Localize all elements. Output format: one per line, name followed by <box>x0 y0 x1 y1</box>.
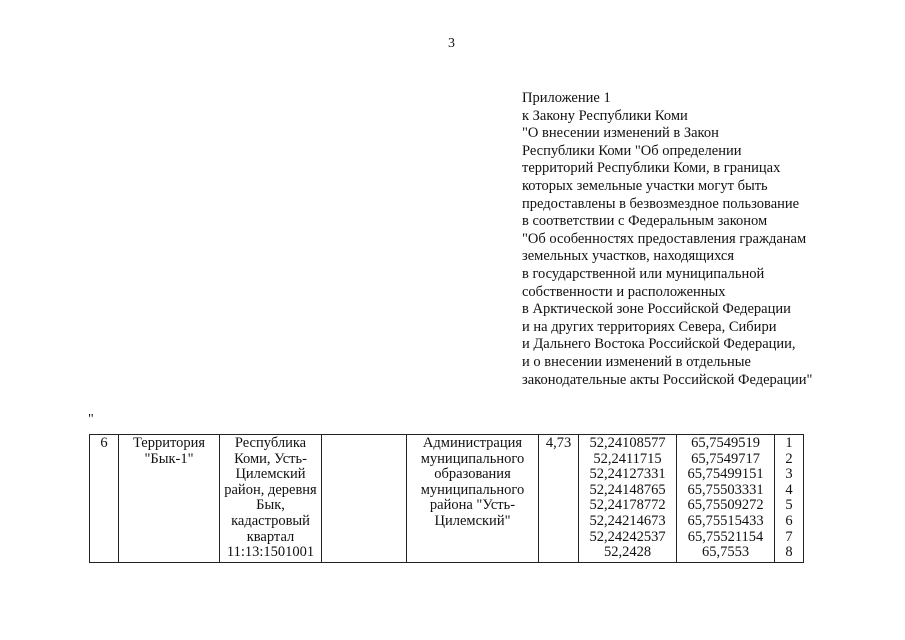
appendix-line: которых земельные участки могут быть <box>522 177 768 194</box>
opening-quote-mark: " <box>88 412 94 427</box>
point-number: 3 <box>785 466 793 483</box>
point-number: 4 <box>785 481 793 498</box>
appendix-line: в государственной или муниципальной <box>522 265 765 282</box>
latitude-value: 52,24214673 <box>589 512 666 529</box>
point-number: 6 <box>785 512 793 529</box>
latitude-value: 52,24178772 <box>589 497 666 514</box>
longitude-value: 65,7549519 <box>691 435 760 451</box>
territory-name-line: "Бык-1" <box>144 450 194 467</box>
latitude-cell <box>579 435 677 563</box>
point-number-cell <box>775 435 804 563</box>
location-line: 11:13:1501001 <box>226 544 315 561</box>
point-number: 8 <box>785 544 793 561</box>
latitude-value: 52,24108577 <box>589 435 666 451</box>
empty-cell <box>322 435 407 563</box>
appendix-line: земельных участков, находящихся <box>522 248 735 265</box>
appendix-line: Приложение 1 <box>522 90 611 106</box>
territory-table <box>89 434 804 563</box>
latitude-value: 52,24242537 <box>589 528 666 545</box>
point-number: 1 <box>785 435 793 451</box>
table-row <box>90 435 804 563</box>
longitude-value: 65,7553 <box>701 544 750 561</box>
administration-line: образования <box>434 466 511 483</box>
administration-line: района "Усть- <box>429 497 516 514</box>
location-line: район, деревня <box>224 481 317 498</box>
appendix-line: Республики Коми "Об определении <box>522 142 742 159</box>
longitude-value: 65,75515433 <box>687 512 764 529</box>
longitude-value: 65,7549717 <box>691 450 760 467</box>
latitude-value: 52,24127331 <box>589 466 666 483</box>
appendix-line: "Об особенностях предоставления гражданам <box>522 230 807 247</box>
appendix-header <box>522 90 882 389</box>
latitude-value: 52,2411715 <box>593 450 662 467</box>
territory-name-cell <box>119 435 220 563</box>
appendix-line: в соответствии с Федеральным законом <box>522 213 768 230</box>
administration-cell <box>407 435 539 563</box>
location-cell <box>220 435 322 563</box>
appendix-line: и на других территориях Севера, Сибири <box>522 318 777 335</box>
administration-line: Цилемский" <box>434 512 511 529</box>
appendix-line: и Дальнего Востока Российской Федерации, <box>522 336 796 353</box>
location-line: Цилемский <box>235 466 306 483</box>
longitude-value: 65,75509272 <box>687 497 764 514</box>
appendix-line: "О внесении изменений в Закон <box>522 125 719 142</box>
point-number: 7 <box>785 528 793 545</box>
point-number: 5 <box>785 497 793 514</box>
longitude-value: 65,75499151 <box>687 466 764 483</box>
page-number: 3 <box>448 36 455 51</box>
latitude-value: 52,2428 <box>603 544 652 561</box>
administration-line: муниципального <box>420 481 525 498</box>
appendix-line: в Арктической зоне Российской Федерации <box>522 301 791 318</box>
location-line: Республика <box>234 435 307 451</box>
area-value: 4,73 <box>545 435 572 451</box>
appendix-line: предоставлены в безвозмездное пользование <box>522 195 800 212</box>
appendix-line: и о внесении изменений в отдельные <box>522 353 751 370</box>
administration-line: Администрация <box>422 435 523 451</box>
row-number: 6 <box>100 435 108 451</box>
longitude-value: 65,75503331 <box>687 481 764 498</box>
row-number-cell <box>90 435 119 563</box>
location-line: Коми, Усть- <box>234 450 307 467</box>
appendix-line: собственности и расположенных <box>522 283 726 300</box>
point-number: 2 <box>785 450 793 467</box>
appendix-line: законодательные акты Российской Федерации" <box>522 371 813 388</box>
location-line: Бык, <box>256 497 285 514</box>
location-line: кадастровый <box>231 512 310 529</box>
longitude-value: 65,75521154 <box>687 528 764 545</box>
location-line: квартал <box>246 528 295 545</box>
administration-line: муниципального <box>420 450 525 467</box>
area-cell <box>539 435 579 563</box>
latitude-value: 52,24148765 <box>589 481 666 498</box>
longitude-cell <box>677 435 775 563</box>
territory-name-line: Территория <box>132 435 206 451</box>
appendix-line: к Закону Республики Коми <box>522 107 688 124</box>
appendix-line: территорий Республики Коми, в границах <box>522 160 781 177</box>
